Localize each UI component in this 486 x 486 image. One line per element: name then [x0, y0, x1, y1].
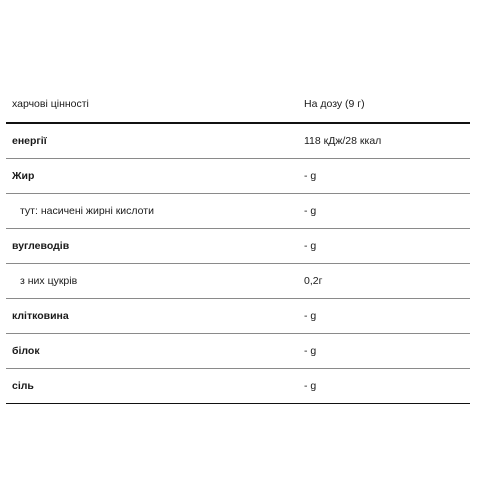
- row-value: - g: [304, 379, 317, 392]
- table-row-protein: [6, 334, 470, 369]
- row-label: білок: [12, 344, 40, 357]
- table-row-saturated-fat: [6, 194, 470, 229]
- row-value: - g: [304, 344, 317, 357]
- header-label: харчові цінності: [12, 97, 89, 110]
- row-label: вуглеводів: [12, 239, 70, 252]
- table-row-fat: [6, 159, 470, 194]
- row-value: - g: [304, 204, 317, 217]
- table-row-sugars: [6, 264, 470, 299]
- nutrition-table: [6, 86, 470, 404]
- table-row-salt: [6, 369, 470, 404]
- row-value: - g: [304, 309, 317, 322]
- table-row-fibre: [6, 299, 470, 334]
- header-value: На дозу (9 г): [304, 97, 365, 110]
- row-value: - g: [304, 169, 317, 182]
- row-label: сіль: [12, 379, 34, 392]
- row-label: тут: насичені жирні кислоти: [20, 204, 154, 217]
- row-value: - g: [304, 239, 317, 252]
- row-label: енергії: [12, 134, 47, 147]
- table-header-row: [6, 86, 470, 124]
- table-row-carbohydrates: [6, 229, 470, 264]
- row-value: 0,2г: [304, 274, 323, 287]
- table-row-energy: [6, 124, 470, 159]
- row-value: 118 кДж/28 ккал: [304, 134, 382, 147]
- row-label: з них цукрів: [20, 274, 78, 287]
- row-label: клітковина: [12, 309, 69, 322]
- row-label: Жир: [12, 169, 35, 182]
